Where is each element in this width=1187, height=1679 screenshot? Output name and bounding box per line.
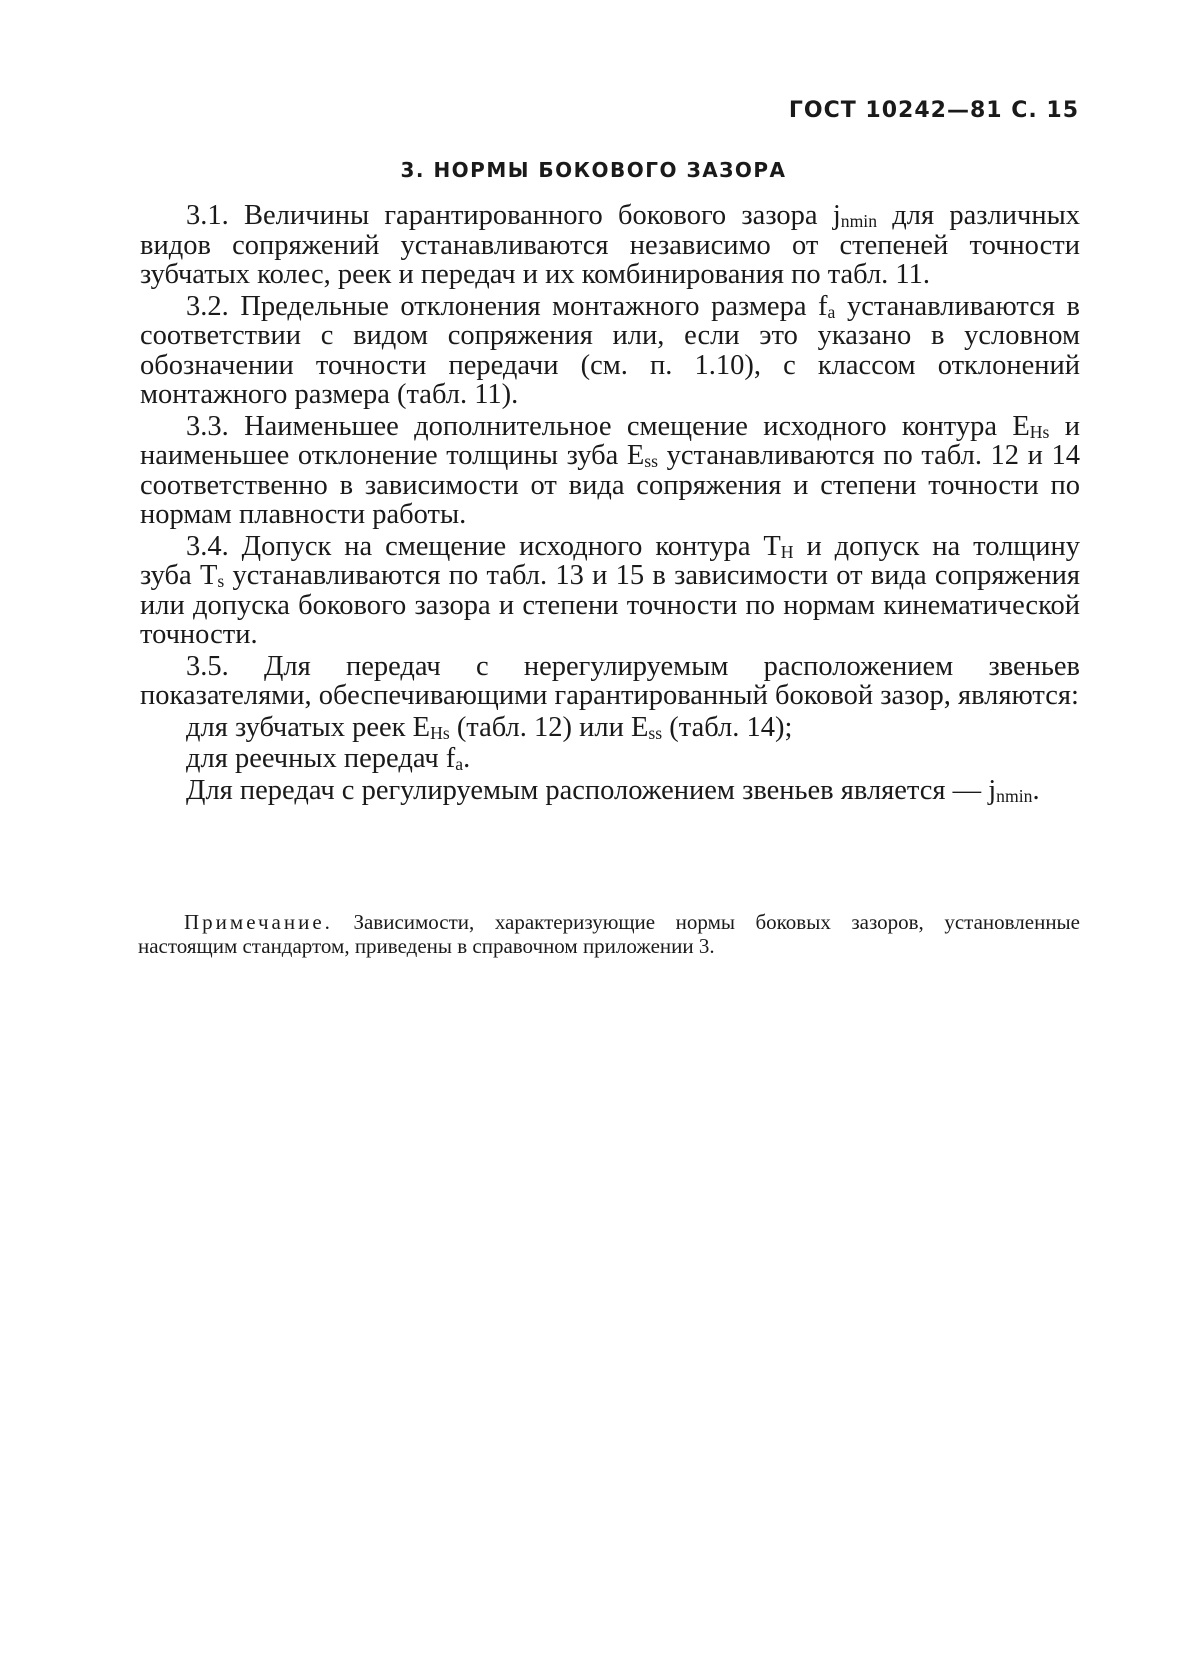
list-item-rack-gears: для реечных передач fa. [186,743,471,775]
note-paragraph [138,910,1080,958]
paragraph-3-4: 3.4. Допуск на смещение исходного контура TH и допуск на толщину зуба Ts устанавливаются по табл. 13 и 15 в зависимости от вида сопряжения или допуска бокового зазора и степени точности по нормам кинематической точности. [140,530,1081,650]
paragraph-3-1: 3.1. Величины гарантированного бокового зазора jnmin для различных видов сопряжений устанавливаются независимо от степеней точности зубчатых колес, реек и передач и их комбинирования по табл. 11. [140,200,1080,290]
paragraph-3-5: 3.5. Для передач с нерегулируемым расположением звеньев показателями, обеспечивающими гарантированный боковой зазор, являются: [140,650,1080,711]
page-header: ГОСТ 10242—81 С. 15 [788,98,1079,123]
paragraph-adjustable: Для передач с регулируемым расположением звеньев является — jnmin. [186,774,1040,806]
paragraph-3-3: 3.3. Наименьшее дополнительное смещение исходного контура EHs и наименьшее отклонение толщины зуба Ess устанавливаются по табл. 12 и 14 соответственно в зависимости от вида сопряжения и степени точности по нормам плавности работы. [140,410,1080,530]
list-item-racks: для зубчатых реек EHs (табл. 12) или Ess (табл. 14); [186,711,793,743]
note-label: Примечание. [184,910,333,934]
note-text: Зависимости, характеризующие нормы боковых зазоров, установленные настоящим стандартом, приведены в справочном приложении 3. [138,910,1080,958]
section-title: 3. НОРМЫ БОКОВОГО ЗАЗОРА [400,158,787,182]
section-body [140,201,1080,805]
paragraph-3-2: 3.2. Предельные отклонения монтажного размера fa устанавливаются в соответствии с видом сопряжения или, если это указано в условном обозначении точности передачи (см. п. 1.10), с классом отклонений монтажного размера (табл. 11). [140,290,1080,410]
note [138,910,1080,958]
